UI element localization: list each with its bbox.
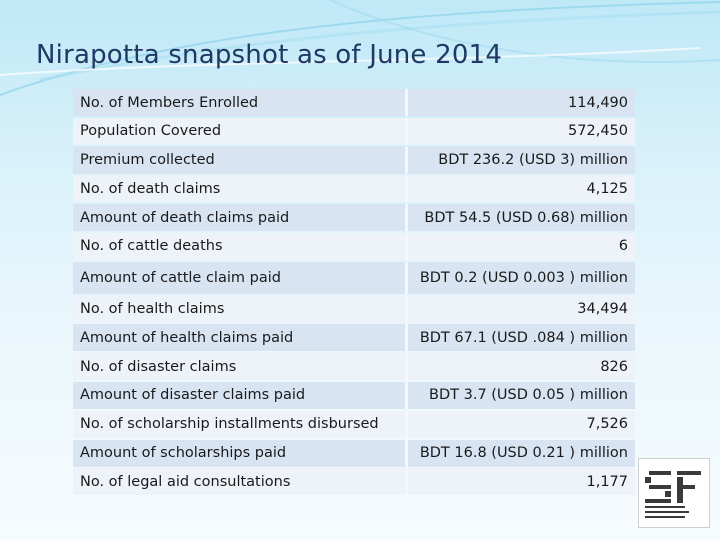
row-value: 1,177 [408, 468, 635, 495]
table-row [73, 353, 635, 380]
row-label: Amount of disaster claims paid [73, 382, 408, 409]
row-value: BDT 67.1 (USD .084 ) million [408, 324, 635, 351]
table-row [73, 440, 635, 467]
row-value: 114,490 [408, 89, 635, 116]
table-row [73, 89, 635, 116]
row-value: 6 [408, 233, 635, 260]
row-label: No. of legal aid consultations [73, 468, 408, 495]
row-value: 4,125 [408, 175, 635, 202]
row-label: No. of cattle deaths [73, 233, 408, 260]
row-value: BDT 54.5 (USD 0.68) million [408, 204, 635, 231]
table-row [73, 262, 635, 294]
table-row [73, 118, 635, 145]
row-value: 7,526 [408, 411, 635, 438]
snapshot-table [73, 89, 635, 497]
table-row [73, 147, 635, 174]
row-value: BDT 236.2 (USD 3) million [408, 147, 635, 174]
table-row [73, 175, 635, 202]
row-value: BDT 0.2 (USD 0.003 ) million [408, 262, 635, 294]
table-row [73, 382, 635, 409]
row-value: BDT 3.7 (USD 0.05 ) million [408, 382, 635, 409]
slide-title: Nirapotta snapshot as of June 2014 [36, 40, 503, 70]
row-label: Premium collected [73, 147, 408, 174]
row-value: 572,450 [408, 118, 635, 145]
table-row [73, 324, 635, 351]
row-label: Amount of death claims paid [73, 204, 408, 231]
row-value: 826 [408, 353, 635, 380]
row-label: Amount of cattle claim paid [73, 262, 408, 294]
row-label: No. of death claims [73, 175, 408, 202]
table-row [73, 204, 635, 231]
sf-logo-icon [638, 458, 710, 528]
row-label: No. of disaster claims [73, 353, 408, 380]
row-label: No. of health claims [73, 296, 408, 323]
row-label: Amount of health claims paid [73, 324, 408, 351]
row-label: No. of scholarship installments disbursed [73, 411, 408, 438]
table-row [73, 296, 635, 323]
table-row [73, 233, 635, 260]
row-value: 34,494 [408, 296, 635, 323]
table-row [73, 411, 635, 438]
row-label: Population Covered [73, 118, 408, 145]
row-value: BDT 16.8 (USD 0.21 ) million [408, 440, 635, 467]
row-label: Amount of scholarships paid [73, 440, 408, 467]
table-row [73, 468, 635, 495]
row-label: No. of Members Enrolled [73, 89, 408, 116]
